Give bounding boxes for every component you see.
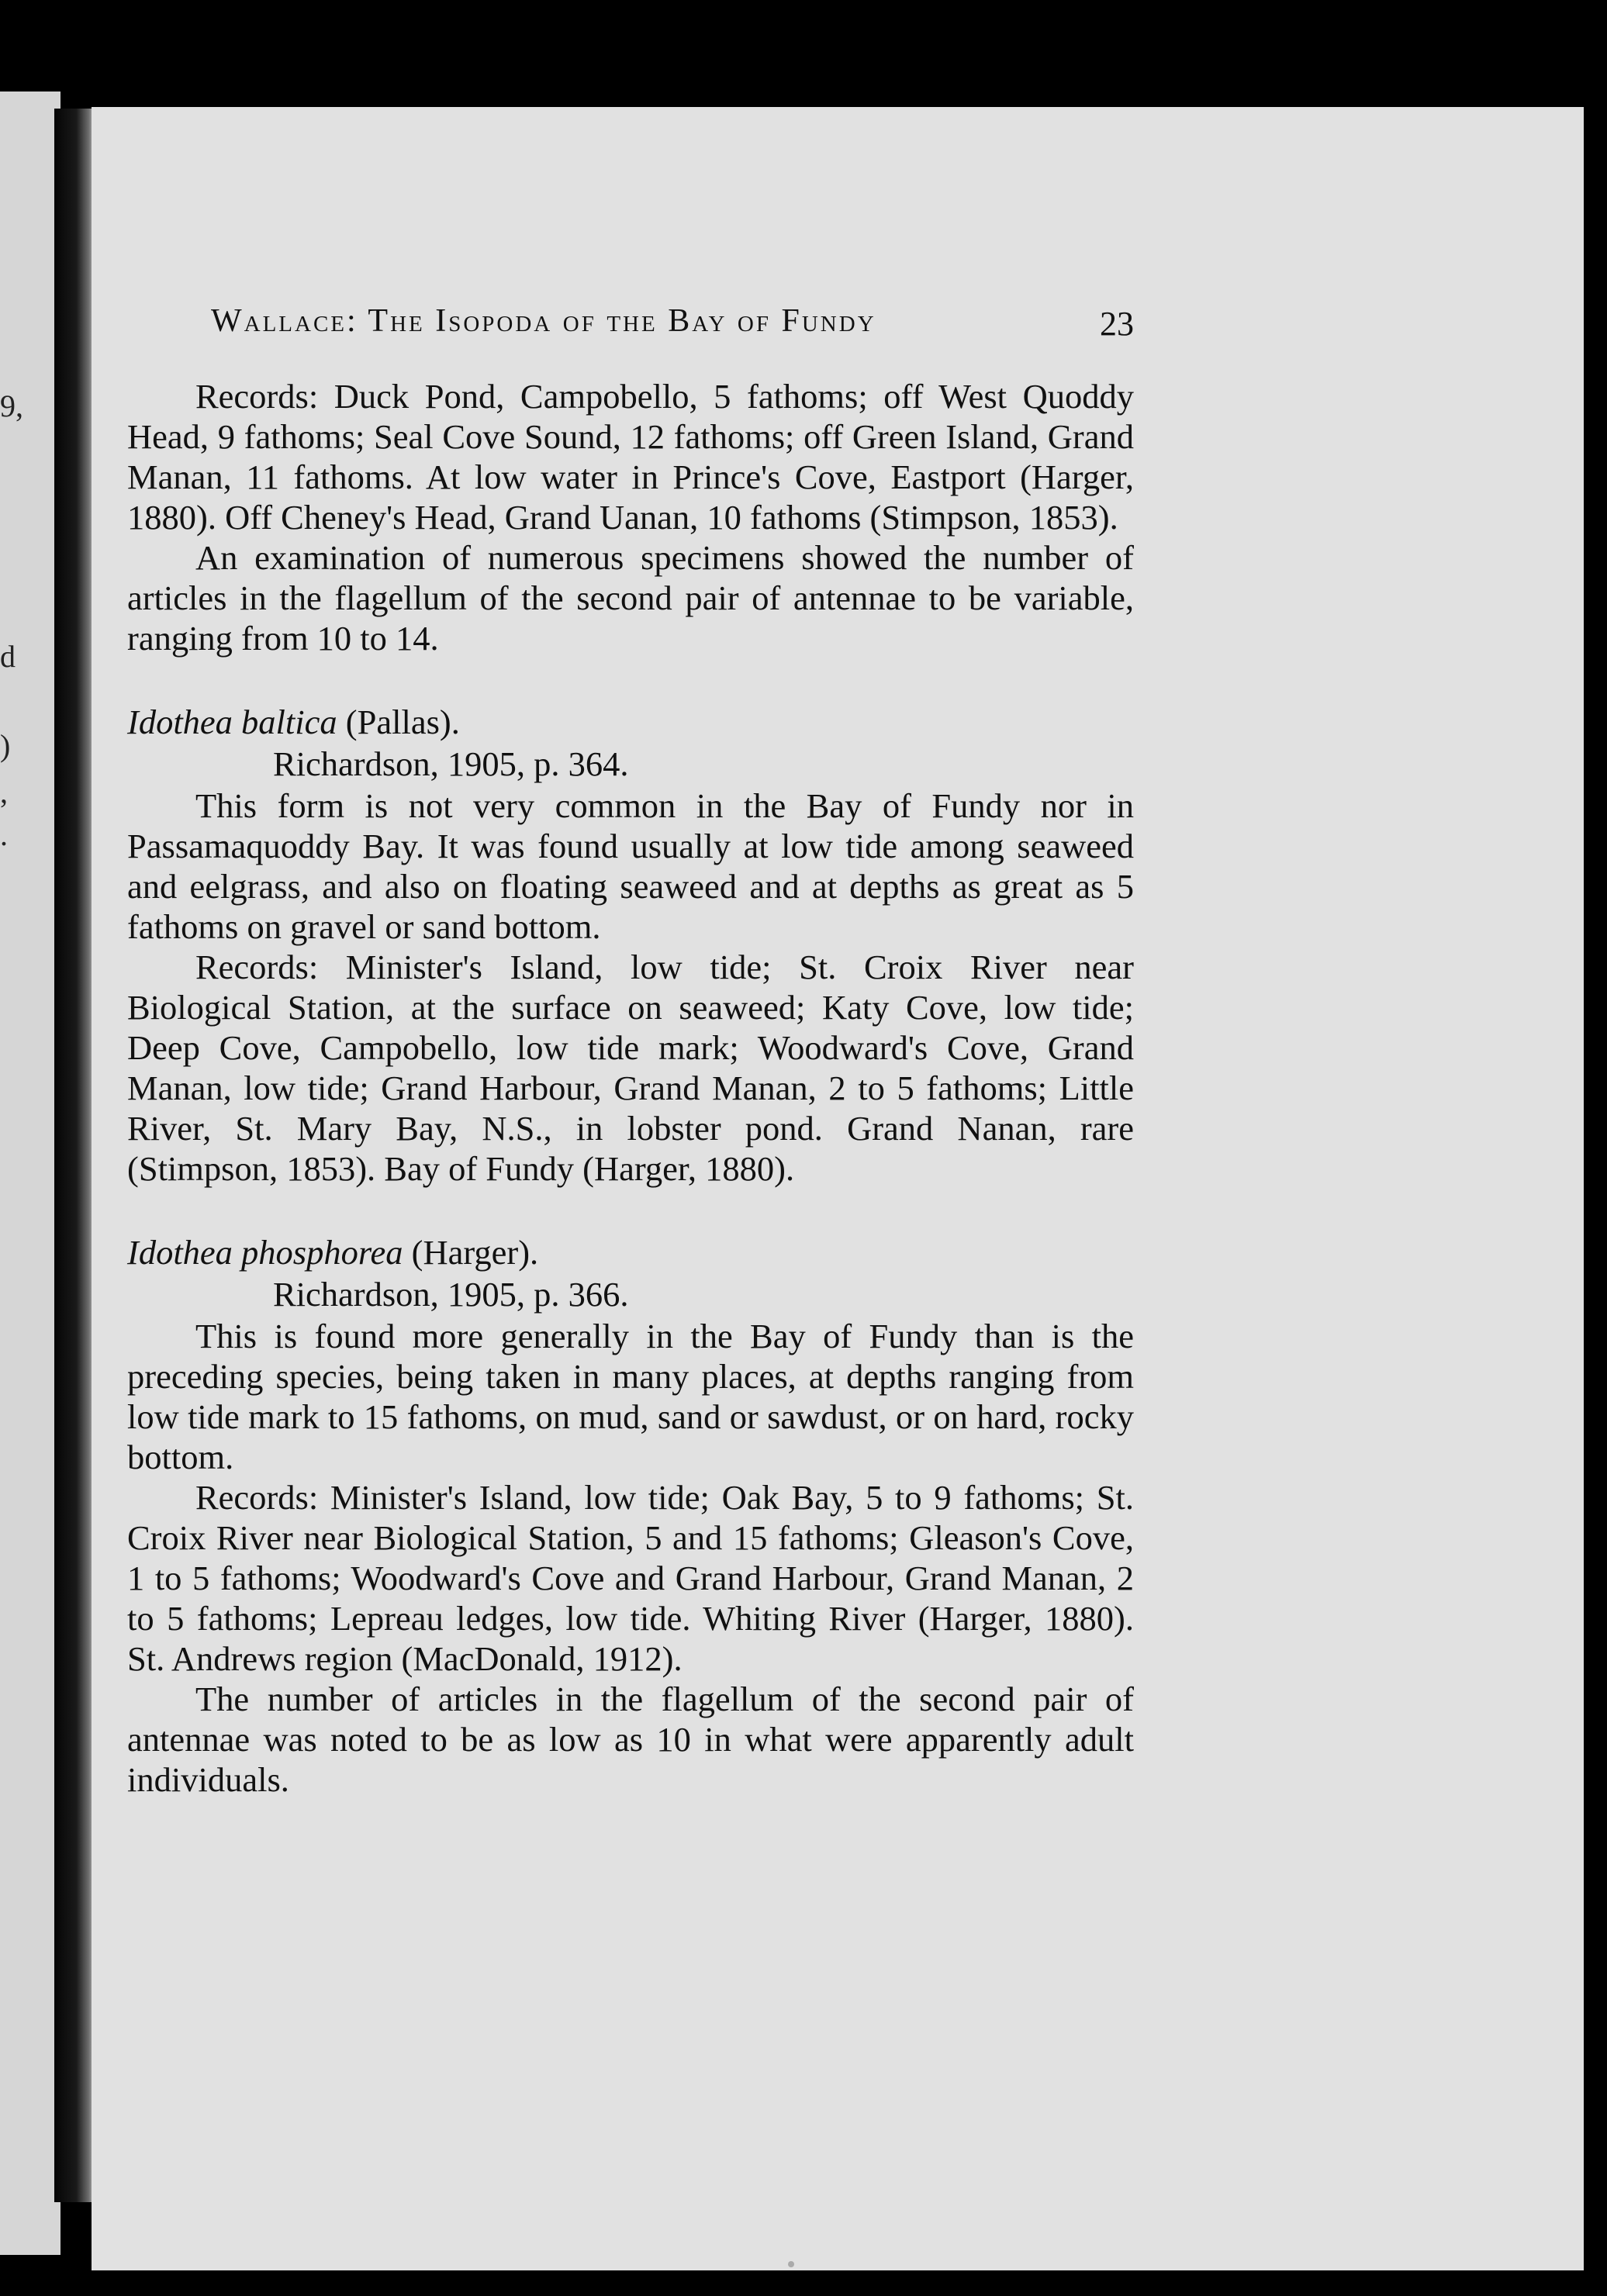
- scan-speck: [788, 2261, 794, 2267]
- margin-fragment: d: [0, 639, 16, 674]
- species-reference: Richardson, 1905, p. 366.: [273, 1275, 629, 1314]
- running-title: Wallace: The Isopoda of the Bay of Fundy: [211, 303, 876, 339]
- adjacent-page-edge: [0, 91, 60, 2255]
- margin-fragment: ): [0, 728, 11, 763]
- species-heading: [127, 1232, 1134, 1272]
- binding-gutter: [54, 109, 95, 2202]
- margin-fragment: 9,: [0, 388, 23, 423]
- text-column: [127, 376, 1134, 1800]
- species-records: Records: Minister's Island, low tide; Oak Bay, 5 to 9 fathoms; St. Croix River near Biological Station, 5 and 15 fathoms; Gleason's Cove, 1 to 5 fathoms; Woodward's Cove and Grand Harbour, Grand Manan, 2 to 5 fathoms; Lepreau ledges, low tide. Whiting River (Harger, 1880). St. Andrews region (MacDonald, 1912).: [127, 1478, 1134, 1678]
- note-paragraph: An examination of numerous specimens showed the number of articles in the flagellum of the second pair of antennae to be variable, ranging from 10 to 14.: [127, 538, 1134, 658]
- page-number: 23: [1100, 305, 1134, 343]
- margin-fragment: .: [0, 817, 8, 852]
- species-name: Idothea baltica: [127, 703, 337, 741]
- records-paragraph: Records: Duck Pond, Campobello, 5 fathoms; off West Quoddy Head, 9 fathoms; Seal Cove Sound, 12 fathoms; off Green Island, Grand Manan, 11 fathoms. At low water in Prince's Cove, Eastport (Harger, 1880). Off Cheney's Head, Grand Uanan, 10 fathoms (Stimpson, 1853).: [127, 377, 1134, 537]
- species-note: The number of articles in the flagellum of the second pair of antennae was noted to be as low as 10 in what were apparently adult individuals.: [127, 1680, 1134, 1799]
- margin-fragment: ,: [0, 775, 8, 810]
- species-heading: [127, 702, 1134, 742]
- species-authority: (Harger).: [411, 1233, 539, 1272]
- species-description: This form is not very common in the Bay of Fundy nor in Passamaquoddy Bay. It was found usually at low tide among seaweed and eelgrass, and also on floating seaweed and at depths as great as 5 fathoms on gravel or sand bottom.: [127, 786, 1134, 946]
- species-authority: (Pallas).: [345, 703, 460, 741]
- species-description: This is found more generally in the Bay of Fundy than is the preceding species, being taken in many places, at depths ranging from low tide mark to 15 fathoms, on mud, sand or sawdust, or on hard, rocky bottom.: [127, 1317, 1134, 1476]
- species-records: Records: Minister's Island, low tide; St. Croix River near Biological Station, at the surface on seaweed; Katy Cove, low tide; Deep Cove, Campobello, low tide mark; Woodward's Cove, Grand Manan, low tide; Grand Harbour, Grand Manan, 2 to 5 fathoms; Little River, St. Mary Bay, N.S., in lobster pond. Grand Nanan, rare (Stimpson, 1853). Bay of Fundy (Harger, 1880).: [127, 948, 1134, 1188]
- species-reference: Richardson, 1905, p. 364.: [273, 744, 629, 783]
- species-name: Idothea phosphorea: [127, 1233, 403, 1272]
- running-head: [211, 302, 1134, 349]
